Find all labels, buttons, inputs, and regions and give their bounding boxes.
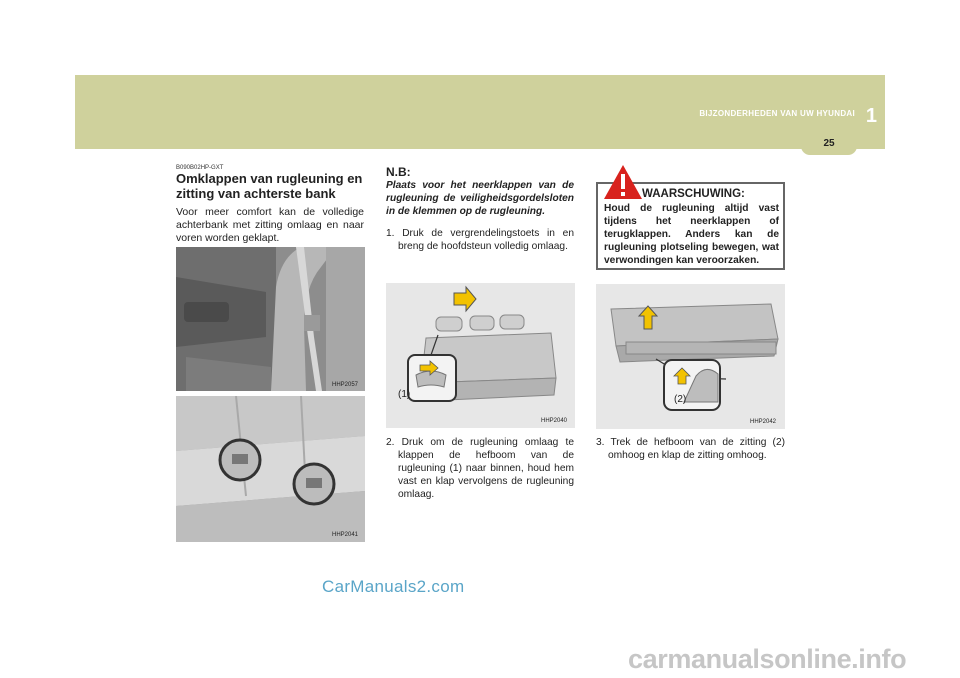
- section-code: B090B02HP-GXT: [176, 165, 224, 171]
- callout-2: (2): [674, 394, 687, 405]
- headrest-lever-illustration: [386, 283, 575, 428]
- callout-1: (1): [398, 389, 411, 400]
- rear-seat-latches-photo: [176, 396, 365, 542]
- door-seatbelt-photo: [176, 247, 365, 391]
- watermark-carmanualsonline[interactable]: carmanualsonline.info: [628, 644, 907, 674]
- seat-cushion-lever-illustration: [596, 284, 785, 429]
- chapter-number: 1: [865, 105, 877, 127]
- watermark-carmanuals2[interactable]: CarManuals2.com: [322, 577, 465, 596]
- chapter-title: BIJZONDERHEDEN VAN UW HYUNDAI: [699, 109, 855, 118]
- photo-caption: HHP2057: [332, 382, 359, 388]
- photo-caption: HHP2040: [541, 418, 568, 424]
- step-1: 1. Druk de vergrendelingstoets in en breng de hoofdsteun volledig omlaag.: [386, 228, 574, 253]
- warning-icon: [603, 164, 643, 200]
- intro-paragraph: Voor meer comfort kan de volledige achterbank met zitting omlaag en naar voren worden geklapt.: [176, 205, 364, 245]
- note-text: Plaats voor het neerklappen van de rugleuning de veiligheidsgordelsloten in de klemmen op de rugleuning.: [386, 180, 574, 217]
- step-3: 3. Trek de hefboom van de zitting (2) omhoog en klap de zitting omhoog.: [596, 437, 785, 462]
- photo-caption: HHP2041: [332, 532, 359, 538]
- middle-steps: [386, 436, 574, 501]
- warning-text: Houd de rugleuning altijd vast tijdens het neerklappen of terugklappen. Anders kan de rugleuning plotseling bewegen, wat verwondingen kan veroorzaken.: [604, 203, 779, 266]
- photo-caption: HHP2042: [750, 419, 777, 425]
- warning-title: WAARSCHUWING:: [642, 188, 745, 200]
- right-steps: [596, 436, 785, 462]
- middle-column: [386, 165, 574, 253]
- section-title: Omklappen van rugleuning en zitting van achterste bank: [176, 171, 363, 201]
- left-column: [176, 165, 364, 245]
- step-2: 2. Druk om de rugleuning omlaag te klappen de hefboom van de rugleuning (1) naar binnen, houd hem vast en klap vervolgens de rugleuning omlaag.: [386, 437, 574, 501]
- chapter-header-band: [75, 75, 885, 149]
- page-number-tab: [801, 135, 857, 155]
- page-number: 25: [823, 138, 835, 149]
- note-heading: N.B:: [386, 165, 411, 179]
